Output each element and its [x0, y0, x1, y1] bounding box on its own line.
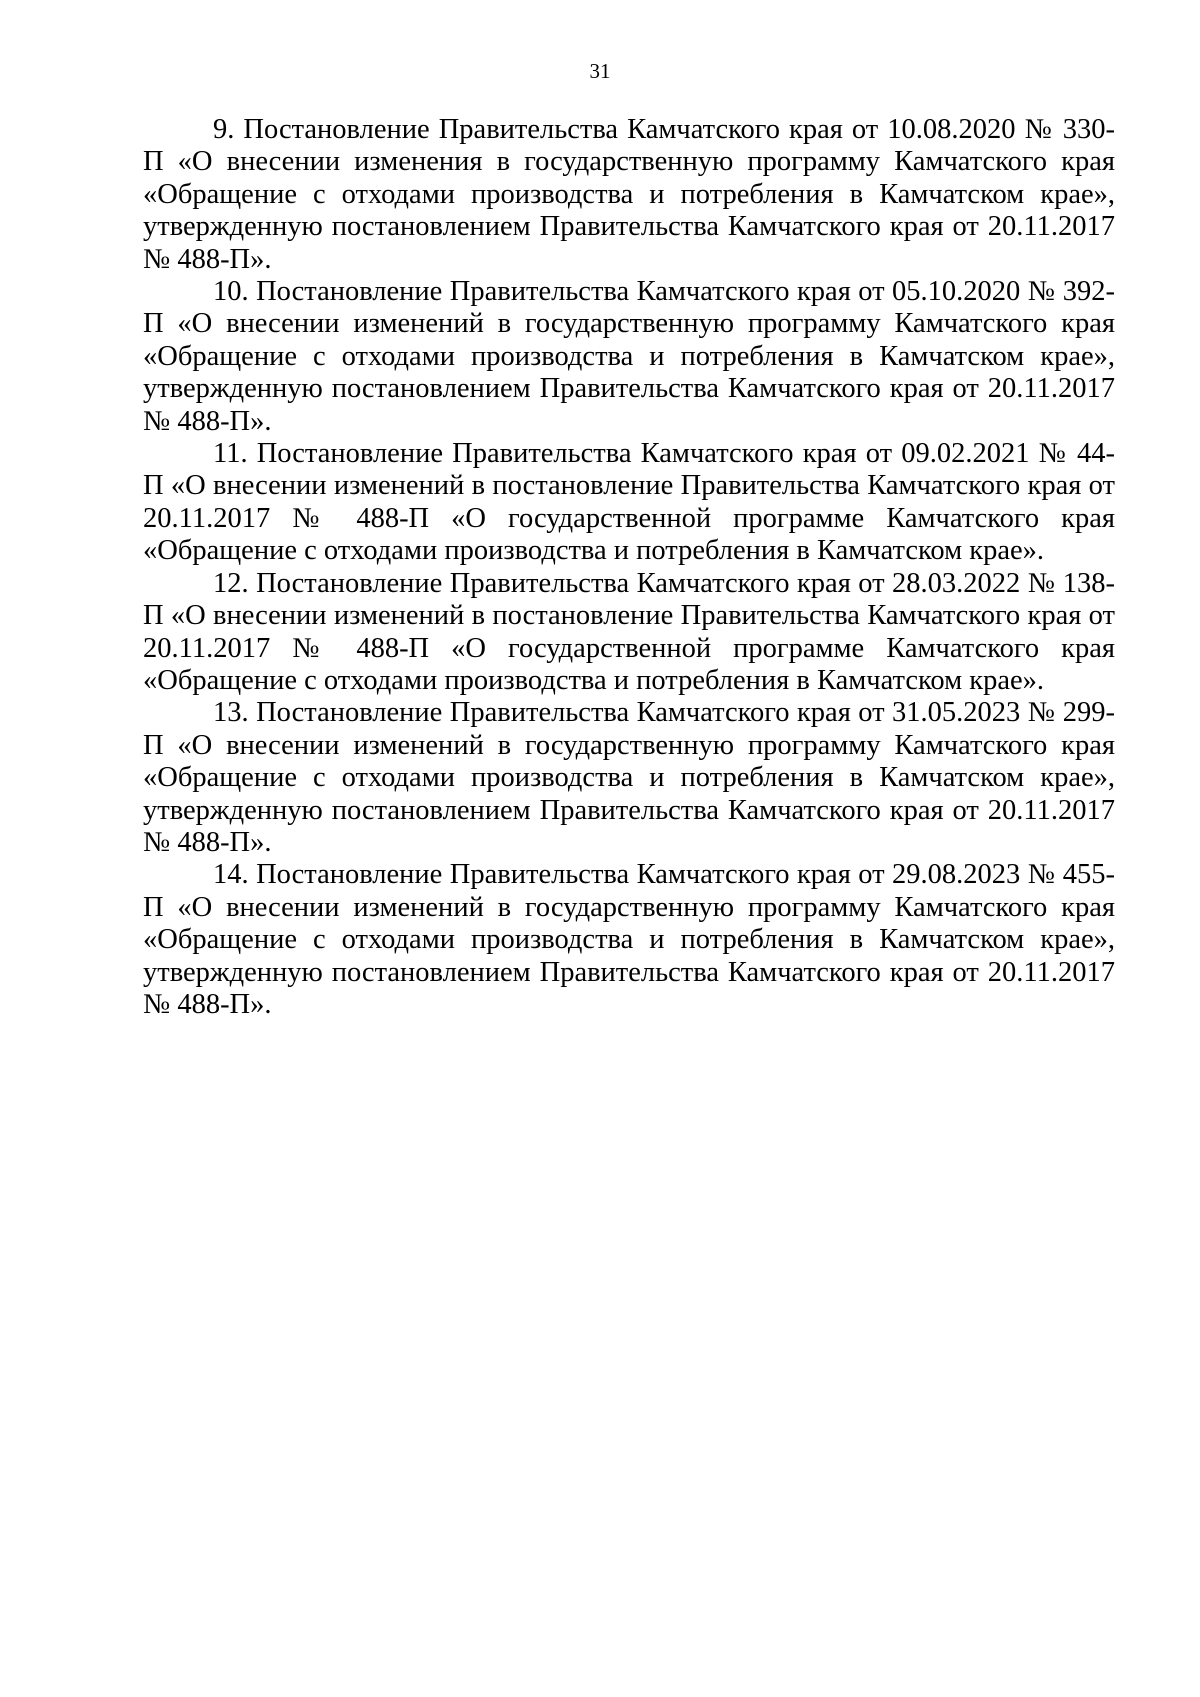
list-item-12: 12. Постановление Правительства Камчатского края от 28.03.2022 № 138-П «О внесении изменений в постановление Правительства Камчатского края от 20.11.2017 № 488-П «О государственной программе Камчатского края «Обращение с отходами производства и потребления в Камчатском крае». [143, 567, 1115, 696]
list-item-13: 13. Постановление Правительства Камчатского края от 31.05.2023 № 299-П «О внесении изменений в государственную программу Камчатского края «Обращение с отходами производства и потребления в Камчатском крае», утвержденную постановлением Правительства Камчатского края от 20.11.2017 № 488-П». [143, 697, 1115, 858]
list-item-9: 9. Постановление Правительства Камчатского края от 10.08.2020 № 330-П «О внесении изменения в государственную программу Камчатского края «Обращение с отходами производства и потребления в Камчатском крае», утвержденную постановлением Правительства Камчатского края от 20.11.2017 № 488-П». [143, 114, 1115, 275]
page-number: 31 [589, 59, 611, 83]
list-item-10: 10. Постановление Правительства Камчатского края от 05.10.2020 № 392-П «О внесении изменений в государственную программу Камчатского края «Обращение с отходами производства и потребления в Камчатском крае», утвержденную постановлением Правительства Камчатского края от 20.11.2017 № 488-П». [143, 276, 1115, 437]
document-body [143, 114, 1115, 1021]
list-item-14: 14. Постановление Правительства Камчатского края от 29.08.2023 № 455-П «О внесении изменений в государственную программу Камчатского края «Обращение с отходами производства и потребления в Камчатском крае», утвержденную постановлением Правительства Камчатского края от 20.11.2017 № 488-П». [143, 859, 1115, 1020]
list-item-11: 11. Постановление Правительства Камчатского края от 09.02.2021 № 44-П «О внесении изменений в постановление Правительства Камчатского края от 20.11.2017 № 488-П «О государственной программе Камчатского края «Обращение с отходами производства и потребления в Камчатском крае». [143, 438, 1115, 567]
